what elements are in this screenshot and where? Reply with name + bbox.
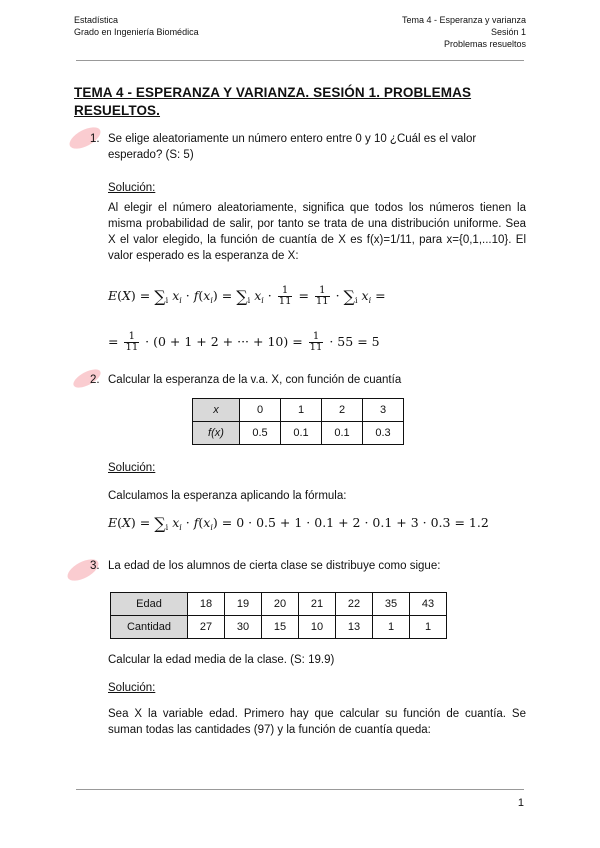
table-cell: 22 (336, 593, 373, 616)
problem-number: 3. (90, 560, 100, 572)
solution-text: Calculamos la esperanza aplicando la fórmula: (108, 490, 347, 502)
table-cell: f(x) (193, 422, 240, 445)
table-cell: 0 (240, 399, 281, 422)
doc-type: Problemas resueltos (443, 39, 526, 49)
table-cell: Edad (111, 593, 188, 616)
table-row (111, 593, 447, 616)
header-right (402, 14, 526, 50)
table-cell: 30 (225, 616, 262, 639)
problem-number: 2. (90, 374, 100, 386)
table-cell: 0.3 (363, 422, 404, 445)
equation-2: = $\frac{1}{11}$ · (0 + 1 + 2 + ··· + 10) = $\frac{1}{11}$ · 55 = 5 (108, 331, 380, 353)
problem-statement: Se elige aleatoriamente un número entero entre 0 y 10 ¿Cuál es el valor esperado? (S: 5) (108, 133, 477, 161)
table-cell: x (193, 399, 240, 422)
equation-1: $E(X) = \sum_i$ $x_i \cdot f(x_i) = \sum_i$ $x_i$ · $\frac{1}{11}$ = $\frac{1}{11}$ · $\sum_i$ $x_i$ = (108, 285, 386, 307)
problem-statement: Calcular la esperanza de la v.a. X, con función de cuantía (108, 374, 402, 386)
table-cell: 1 (373, 616, 410, 639)
age-table (110, 592, 447, 639)
solution-label: Solución: (108, 462, 156, 474)
table-cell: 10 (299, 616, 336, 639)
solution-text: Al elegir el número aleatoriamente, significa que todos los números tienen la misma probabilidad de salir, por tanto se trata de una distribución uniforme. Sea X el valor elegido, la función de cuantía de X es f(x)=1/11, para x={0,1,...10}. El valor esperado es la esperanza de X: (108, 202, 526, 262)
session-name: Sesión 1 (490, 27, 526, 37)
table-row (193, 399, 404, 422)
equation-3: $E(X) = \sum_i$ $x_i \cdot f(x_i) = 0 \cdot 0.5 + 1 \cdot 0.1 + 2 \cdot 0.1 + 3 \cdot 0.3 = 1.2$ (108, 514, 489, 533)
footer-rule (76, 789, 524, 790)
table-cell: 0.1 (322, 422, 363, 445)
topic-name: Tema 4 - Esperanza y varianza (401, 15, 526, 25)
table-cell: 15 (262, 616, 299, 639)
header-rule (76, 60, 524, 61)
problem-question: Calcular la edad media de la clase. (S: 19.9) (108, 654, 335, 666)
table-cell: 0.1 (281, 422, 322, 445)
solution-text: Sea X la variable edad. Primero hay que calcular su función de cuantía. Se suman todas las cantidades (97) y la función de cuantía queda: (108, 708, 526, 736)
page-title: TEMA 4 - ESPERANZA Y VARIANZA. SESIÓN 1. PROBLEMAS RESUELTOS. (74, 85, 472, 118)
table-cell: 27 (188, 616, 225, 639)
table-cell: 35 (373, 593, 410, 616)
header-left (74, 14, 199, 38)
table-cell: 0.5 (240, 422, 281, 445)
table-row (111, 616, 447, 639)
table-row (193, 422, 404, 445)
table-cell: 20 (262, 593, 299, 616)
table-cell: 1 (281, 399, 322, 422)
problem-statement: La edad de los alumnos de cierta clase se distribuye como sigue: (108, 560, 441, 572)
table-cell: 2 (322, 399, 363, 422)
table-cell: 19 (225, 593, 262, 616)
problem-number: 1. (90, 133, 100, 145)
solution-label: Solución: (108, 682, 156, 694)
probability-table (192, 398, 404, 445)
table-cell: 21 (299, 593, 336, 616)
table-cell: 43 (410, 593, 447, 616)
solution-label: Solución: (108, 182, 156, 194)
page-number: 1 (517, 797, 524, 809)
degree-name: Grado en Ingeniería Biomédica (74, 27, 199, 37)
table-cell: 1 (410, 616, 447, 639)
table-cell: 3 (363, 399, 404, 422)
table-cell: 18 (188, 593, 225, 616)
table-cell: 13 (336, 616, 373, 639)
table-cell: Cantidad (111, 616, 188, 639)
subject-name: Estadística (74, 15, 119, 25)
